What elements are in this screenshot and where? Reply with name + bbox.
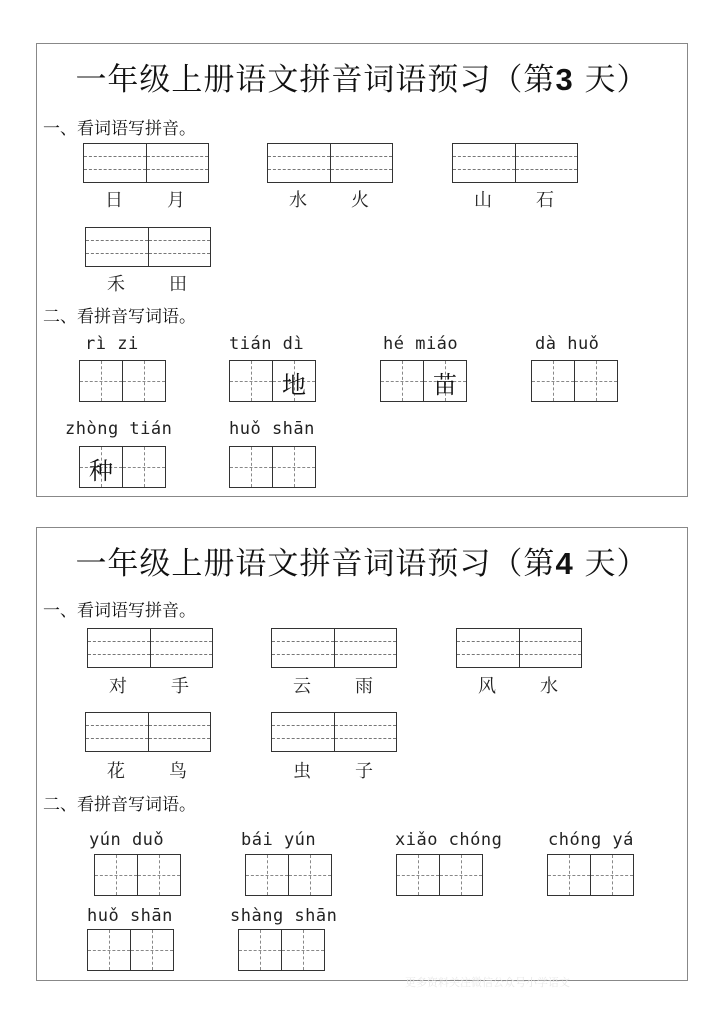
pinyin-prompt: zhòng tián: [65, 419, 173, 439]
word-chars: 云 雨: [293, 676, 373, 697]
word-chars: 山 石: [474, 190, 554, 211]
worksheet-title: 一年级上册语文拼音词语预习（第4 天）: [75, 546, 649, 582]
pinyin-writing-grid[interactable]: [452, 143, 578, 183]
character-writing-grid[interactable]: 地: [229, 360, 316, 402]
pinyin-prompt: bái yún: [241, 830, 317, 850]
section-heading-write-words: 二、看拼音写词语。: [43, 795, 196, 815]
pinyin-writing-grid[interactable]: [267, 143, 393, 183]
section-heading-read-words: 一、看词语写拼音。: [43, 119, 196, 139]
pinyin-writing-grid[interactable]: [271, 712, 397, 752]
worksheet-day3: [36, 43, 688, 497]
pinyin-prompt: hé miáo: [383, 334, 459, 354]
character-writing-grid[interactable]: [531, 360, 618, 402]
character-writing-grid[interactable]: [238, 929, 325, 971]
pinyin-prompt: rì zi: [85, 334, 139, 354]
pinyin-prompt: huǒ shān: [87, 906, 173, 926]
pinyin-writing-grid[interactable]: [83, 143, 209, 183]
pinyin-prompt: xiǎo chóng: [395, 830, 503, 850]
character-writing-grid[interactable]: [94, 854, 181, 896]
word-chars: 虫 子: [293, 761, 373, 782]
character-writing-grid[interactable]: [229, 446, 316, 488]
character-writing-grid[interactable]: [79, 360, 166, 402]
pinyin-prompt: shàng shān: [230, 906, 338, 926]
section-heading-write-words: 二、看拼音写词语。: [43, 307, 196, 327]
character-writing-grid[interactable]: [396, 854, 483, 896]
character-writing-grid[interactable]: 种: [79, 446, 166, 488]
pinyin-writing-grid[interactable]: [87, 628, 213, 668]
word-chars: 对 手: [109, 676, 189, 697]
pinyin-prompt: tián dì: [229, 334, 305, 354]
word-chars: 风 水: [478, 676, 558, 697]
word-chars: 花 鸟: [107, 761, 187, 782]
pinyin-writing-grid[interactable]: [271, 628, 397, 668]
pinyin-prompt: dà huǒ: [535, 334, 600, 354]
pinyin-prompt: huǒ shān: [229, 419, 315, 439]
word-chars: 禾 田: [107, 274, 187, 295]
character-writing-grid[interactable]: [245, 854, 332, 896]
pinyin-writing-grid[interactable]: [85, 227, 211, 267]
word-chars: 日 月: [105, 190, 185, 211]
pinyin-writing-grid[interactable]: [456, 628, 582, 668]
character-writing-grid[interactable]: 苗: [380, 360, 467, 402]
section-heading-read-words: 一、看词语写拼音。: [43, 601, 196, 621]
pinyin-prompt: chóng yá: [548, 830, 634, 850]
watermark-note: 更多资料关注微信公众号小学语文: [405, 976, 570, 989]
worksheet-day4: [36, 527, 688, 989]
character-writing-grid[interactable]: [87, 929, 174, 971]
pinyin-writing-grid[interactable]: [85, 712, 211, 752]
character-writing-grid[interactable]: [547, 854, 634, 896]
word-chars: 水 火: [289, 190, 369, 211]
pinyin-prompt: yún duǒ: [89, 830, 165, 850]
worksheet-title: 一年级上册语文拼音词语预习（第3 天）: [75, 62, 649, 98]
